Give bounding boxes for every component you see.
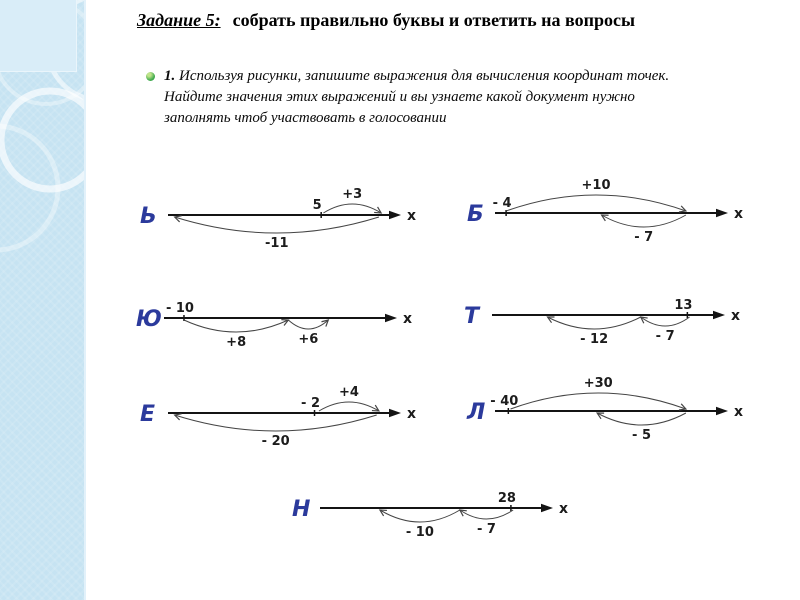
- arc-path: [175, 415, 377, 431]
- instruction-line-text: Используя рисунки, запишите выражения для вычисления координат точек.: [179, 68, 670, 84]
- arc-path: [506, 195, 686, 211]
- point-label: 13: [674, 298, 693, 313]
- instruction-text: [164, 66, 766, 129]
- diagram-canvas: [452, 273, 762, 358]
- arc-path: [380, 510, 460, 522]
- point-label: - 2: [301, 396, 321, 411]
- diagram-letter: Ю: [136, 307, 162, 332]
- arc-label: +6: [298, 332, 319, 347]
- number-line-diagram-soft-sign: [128, 173, 438, 258]
- axis-arrow: [713, 311, 725, 319]
- arc-path: [184, 320, 288, 332]
- diagram-canvas: [128, 173, 438, 258]
- number-line-diagram-b: [455, 171, 765, 256]
- axis-label: x: [734, 404, 744, 420]
- diagram-letter: Н: [292, 497, 311, 522]
- instruction-line: [164, 66, 766, 87]
- title-text: собрать правильно буквы и ответить на вопросы: [232, 10, 636, 30]
- arc-path: [548, 317, 641, 329]
- number-line-diagram-n: [280, 466, 590, 551]
- point-label: 5: [312, 198, 322, 213]
- arc-path: [323, 204, 381, 213]
- number-line-diagram-yu: [124, 276, 434, 361]
- arc-path: [460, 510, 513, 519]
- diagram-canvas: [128, 371, 438, 456]
- arc-path: [602, 215, 686, 227]
- decorative-sidebar: [0, 0, 86, 600]
- axis-arrow: [541, 504, 553, 512]
- instruction-number: 1.: [164, 68, 176, 84]
- axis-label: x: [734, 206, 744, 222]
- axis-arrow: [716, 209, 728, 217]
- arc-label: - 12: [580, 332, 609, 347]
- axis-label: x: [407, 406, 417, 422]
- slide-title: [137, 10, 635, 31]
- diagram-canvas: [124, 276, 434, 361]
- arc-label: - 10: [405, 525, 434, 540]
- diagram-canvas: [455, 369, 765, 454]
- arc-label: +3: [342, 187, 363, 202]
- instruction-line: заполнять чтоб участвовать в голосовании: [164, 110, 447, 126]
- arc-label: +8: [226, 335, 247, 350]
- arc-arrowhead: [641, 317, 648, 323]
- axis-label: x: [731, 308, 741, 324]
- arc-label: - 7: [477, 522, 496, 537]
- number-line-diagram-t: [452, 273, 762, 358]
- diagram-letter: Б: [467, 202, 484, 227]
- instruction-block: [146, 66, 766, 129]
- arc-path: [511, 393, 686, 409]
- arc-label: - 20: [261, 434, 290, 449]
- instruction-line: Найдите значения этих выражений и вы узнаете какой документ нужно: [164, 89, 635, 105]
- task-number-label: Задание 5:: [137, 10, 221, 30]
- sidebar-corner-square: [0, 0, 77, 72]
- axis-label: x: [403, 311, 413, 327]
- axis-arrow: [389, 409, 401, 417]
- point-label: 28: [497, 491, 516, 506]
- arc-label: - 7: [655, 329, 675, 344]
- diagram-letter: Т: [464, 304, 480, 329]
- arc-label: +10: [581, 178, 611, 193]
- arc-path: [597, 413, 686, 425]
- diagram-letter: Л: [467, 400, 486, 425]
- arc-path: [641, 317, 690, 326]
- axis-arrow: [385, 314, 397, 322]
- point-label: - 40: [490, 394, 519, 409]
- arc-label: - 5: [632, 428, 652, 443]
- arc-label: +30: [583, 376, 613, 391]
- axis-label: x: [559, 501, 569, 517]
- diagram-canvas: [455, 171, 765, 256]
- axis-arrow: [716, 407, 728, 415]
- number-line-diagram-ye: [128, 371, 438, 456]
- axis-arrow: [389, 211, 401, 219]
- bullet-icon: [146, 72, 155, 81]
- sidebar-circles-decoration: [0, 0, 84, 600]
- arc-label: -11: [265, 236, 289, 251]
- arc-path: [175, 217, 379, 233]
- number-line-diagram-l: [455, 369, 765, 454]
- arc-label: +4: [338, 385, 359, 400]
- arc-label: - 7: [634, 230, 654, 245]
- diagram-letter: Е: [140, 402, 156, 427]
- diagram-letter: Ь: [140, 204, 157, 229]
- arc-path: [319, 402, 379, 411]
- diagram-canvas: [280, 466, 590, 551]
- axis-label: x: [407, 208, 417, 224]
- point-label: - 10: [165, 301, 194, 316]
- point-label: - 4: [492, 196, 512, 211]
